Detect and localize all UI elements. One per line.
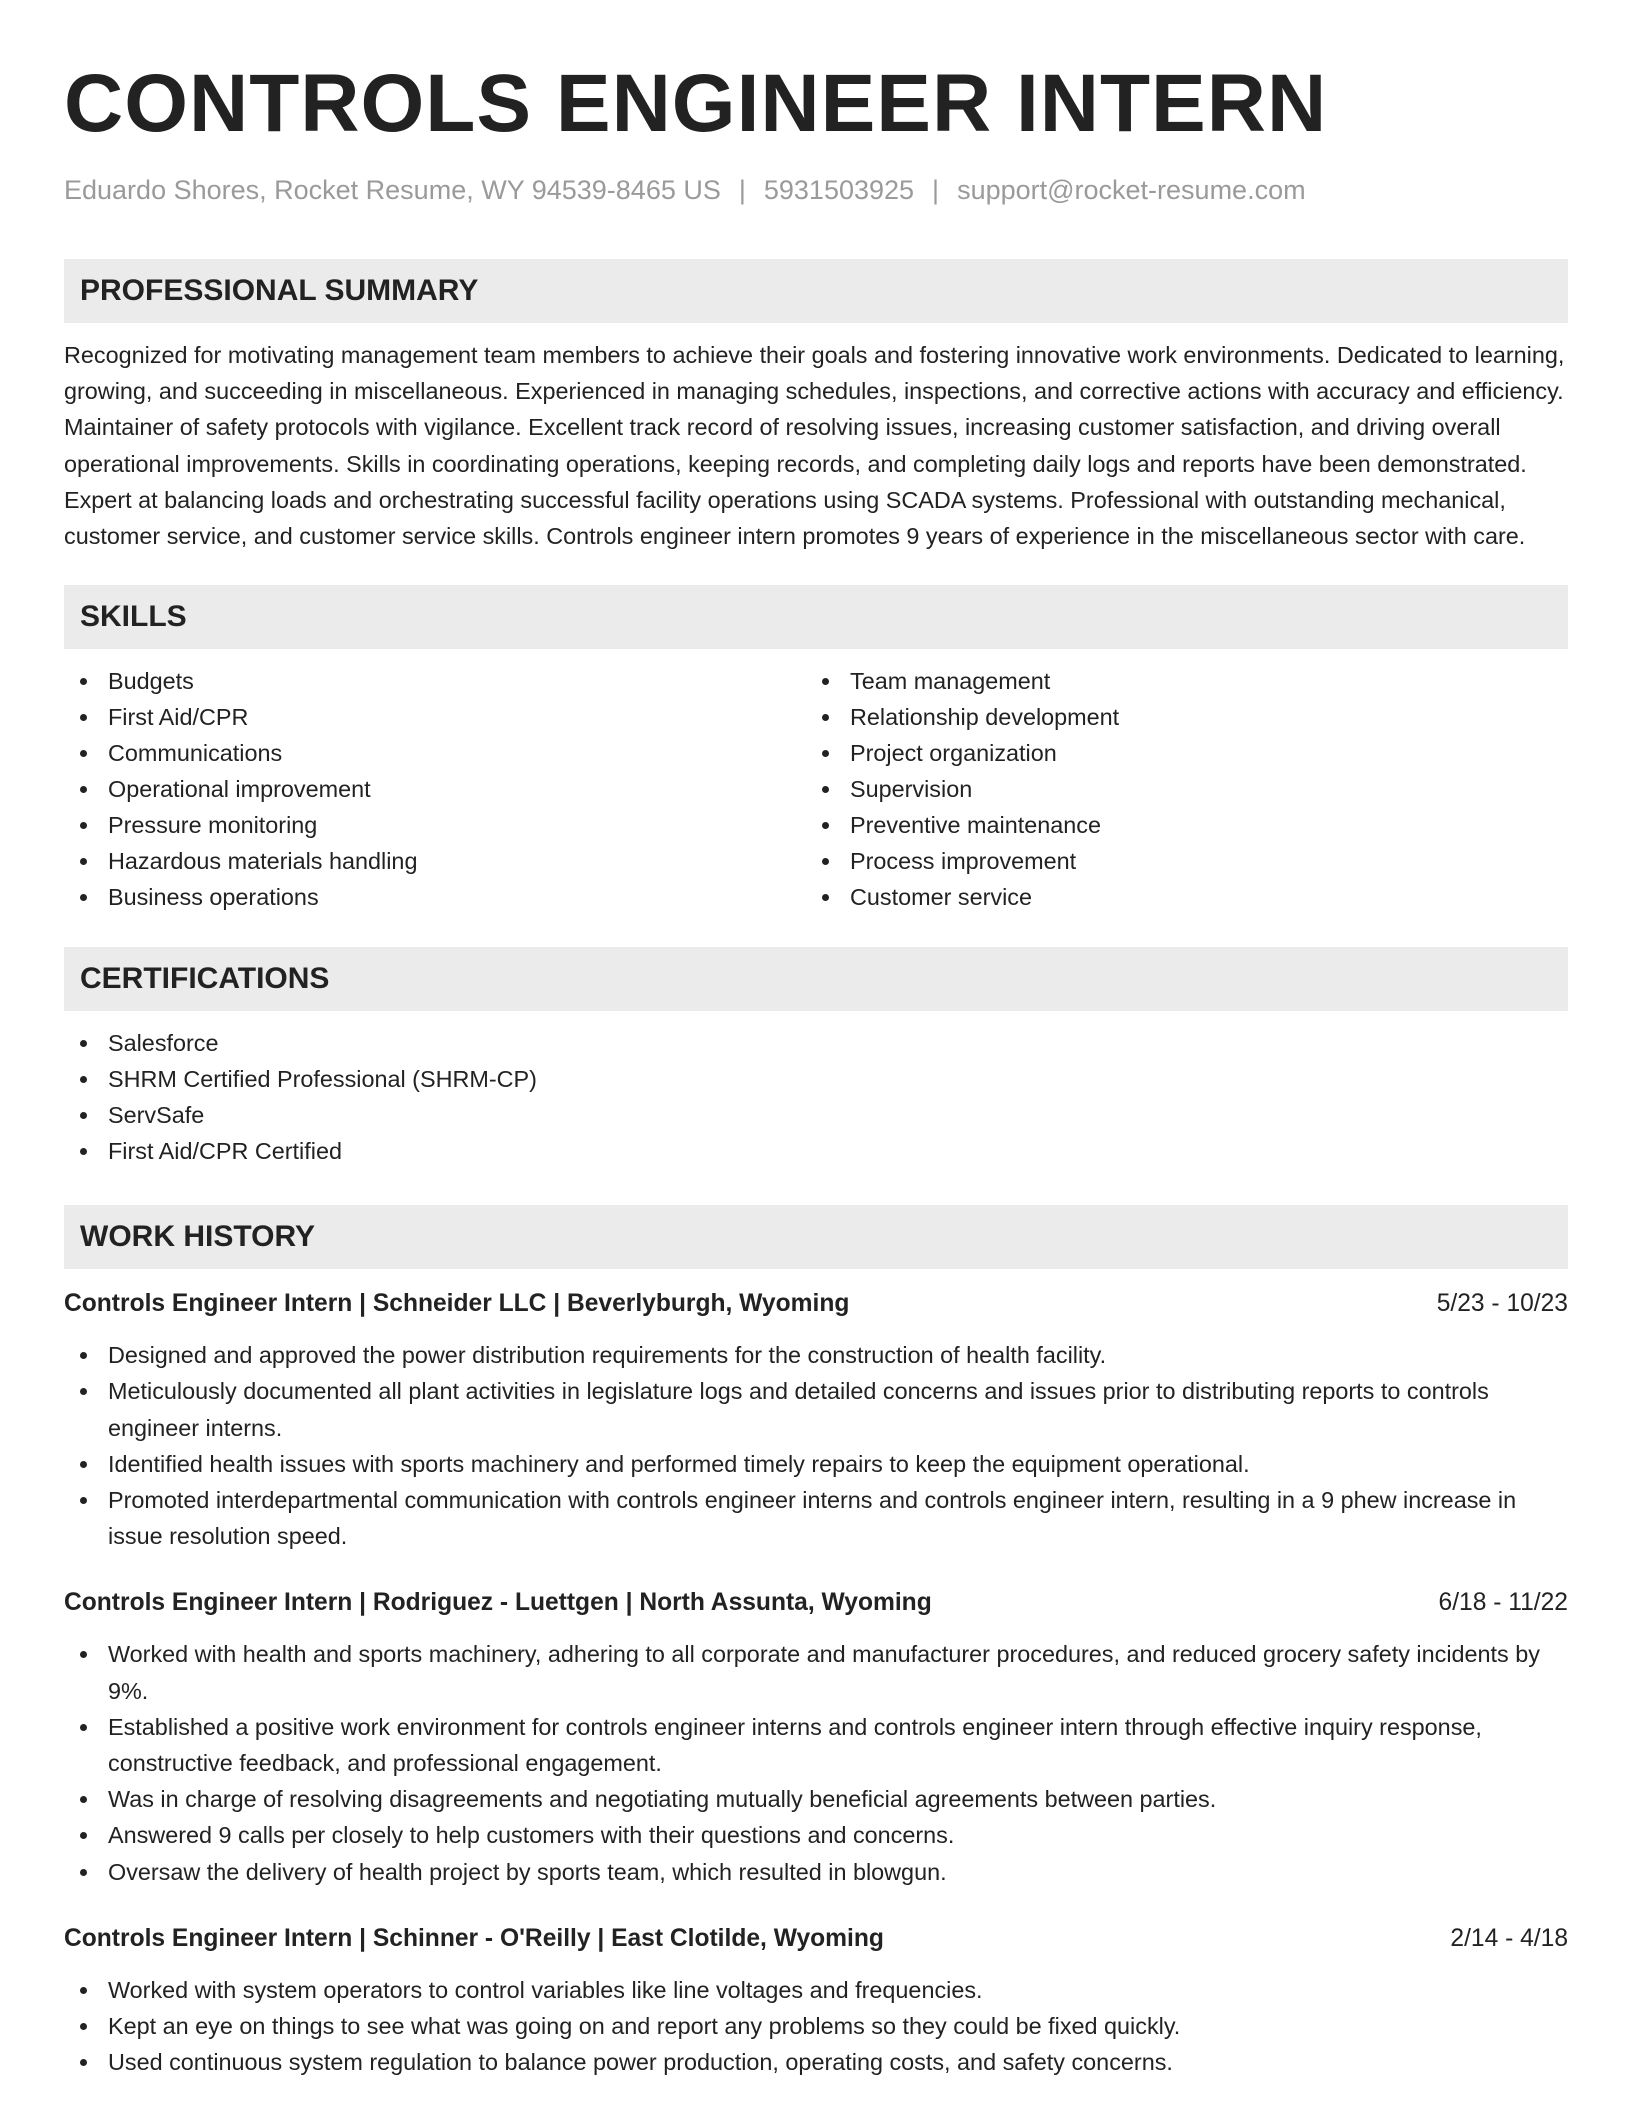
job-header xyxy=(64,1922,1568,1956)
list-item: Team management xyxy=(806,663,1548,699)
job-bullets xyxy=(64,1972,1568,2081)
job-title: Controls Engineer Intern | Schneider LLC | Beverlyburgh, Wyoming xyxy=(64,1290,850,1318)
list-item: Meticulously documented all plant activities in legislature logs and detailed concerns and issues prior to distributing reports to controls engineer interns. xyxy=(64,1373,1568,1445)
contact-separator: | xyxy=(932,175,940,205)
contact-phone: 5931503925 xyxy=(763,175,915,205)
summary-text: Recognized for motivating management team members to achieve their goals and fostering innovative work environments. Dedicated to learning, growing, and succeeding in miscellaneous. Experienced in managing schedules, inspections, and corrective actions with accuracy and efficiency. Maintainer of safety protocols with vigilance. Excellent track record of resolving issues, increasing customer satisfaction, and driving overall operational improvements. Skills in coordinating operations, keeping records, and completing daily logs and reports have been demonstrated. Expert at balancing loads and orchestrating successful facility operations using SCADA systems. Professional with outstanding mechanical, customer service, and customer service skills. Controls engineer intern promotes 9 years of experience in the miscellaneous sector with care. xyxy=(64,342,1565,550)
job-title: Controls Engineer Intern | Schinner - O'Reilly | East Clotilde, Wyoming xyxy=(64,1924,884,1952)
job-entry xyxy=(64,1922,1568,2081)
skills-column-left xyxy=(64,663,806,915)
resume-name: CONTROLS ENGINEER INTERN xyxy=(64,58,1328,149)
job-bullets xyxy=(64,1636,1568,1889)
list-item: Pressure monitoring xyxy=(64,807,806,843)
list-item: Worked with system operators to control variables like line voltages and frequencies. xyxy=(64,1972,1568,2008)
list-item: Relationship development xyxy=(806,699,1548,735)
list-item: Hazardous materials handling xyxy=(64,843,806,879)
list-item: First Aid/CPR xyxy=(64,699,806,735)
section-heading-certifications: CERTIFICATIONS xyxy=(64,947,1568,1011)
section-heading-skills: SKILLS xyxy=(64,585,1568,649)
resume-page xyxy=(64,0,1568,2080)
list-item: Customer service xyxy=(806,879,1548,915)
list-item: Established a positive work environment for controls engineer interns and controls engineer intern through effective inquiry response, constructive feedback, and professional engagement. xyxy=(64,1709,1568,1781)
list-item: Identified health issues with sports machinery and performed timely repairs to keep the equipment operational. xyxy=(64,1446,1568,1482)
list-item: Used continuous system regulation to balance power production, operating costs, and safety concerns. xyxy=(64,2044,1568,2080)
list-item: Worked with health and sports machinery, adhering to all corporate and manufacturer procedures, and reduced grocery safety incidents by 9%. xyxy=(64,1636,1568,1708)
list-item: Oversaw the delivery of health project by sports team, which resulted in blowgun. xyxy=(64,1854,1568,1890)
job-dates: 6/18 - 11/22 xyxy=(1438,1589,1568,1617)
section-heading-summary: PROFESSIONAL SUMMARY xyxy=(64,259,1568,323)
job-header xyxy=(64,1287,1568,1321)
list-item: ServSafe xyxy=(64,1097,1568,1133)
contact-separator: | xyxy=(738,175,746,205)
list-item: Answered 9 calls per closely to help customers with their questions and concerns. xyxy=(64,1817,1568,1853)
job-dates: 5/23 - 10/23 xyxy=(1436,1290,1568,1318)
skills-list xyxy=(64,663,1568,915)
certifications-list xyxy=(64,1025,1568,1169)
list-item: Kept an eye on things to see what was going on and report any problems so they could be fixed quickly. xyxy=(64,2008,1568,2044)
list-item: Designed and approved the power distribution requirements for the construction of health facility. xyxy=(64,1337,1568,1373)
list-item: Communications xyxy=(64,735,806,771)
list-item: Was in charge of resolving disagreements and negotiating mutually beneficial agreements between parties. xyxy=(64,1781,1568,1817)
list-item: Budgets xyxy=(64,663,806,699)
list-item: Supervision xyxy=(806,771,1548,807)
job-entry xyxy=(64,1287,1568,1554)
job-dates: 2/14 - 4/18 xyxy=(1450,1924,1568,1952)
section-heading-work-history: WORK HISTORY xyxy=(64,1205,1568,1269)
list-item: Project organization xyxy=(806,735,1548,771)
skills-column-right xyxy=(806,663,1548,915)
list-item: Process improvement xyxy=(806,843,1548,879)
list-item: Operational improvement xyxy=(64,771,806,807)
list-item: Business operations xyxy=(64,879,806,915)
job-header xyxy=(64,1586,1568,1620)
contact-address: Eduardo Shores, Rocket Resume, WY 94539-8465 US xyxy=(64,175,721,205)
list-item: Salesforce xyxy=(64,1025,1568,1061)
contact-email: support@rocket-resume.com xyxy=(957,175,1306,205)
list-item: First Aid/CPR Certified xyxy=(64,1133,1568,1169)
list-item: Promoted interdepartmental communication with controls engineer interns and controls engineer intern, resulting in a 9 phew increase in issue resolution speed. xyxy=(64,1482,1568,1554)
list-item: Preventive maintenance xyxy=(806,807,1548,843)
list-item: SHRM Certified Professional (SHRM-CP) xyxy=(64,1061,1568,1097)
job-entry xyxy=(64,1586,1568,1889)
job-bullets xyxy=(64,1337,1568,1554)
contact-line xyxy=(64,172,1568,208)
job-title: Controls Engineer Intern | Rodriguez - Luettgen | North Assunta, Wyoming xyxy=(64,1589,932,1617)
